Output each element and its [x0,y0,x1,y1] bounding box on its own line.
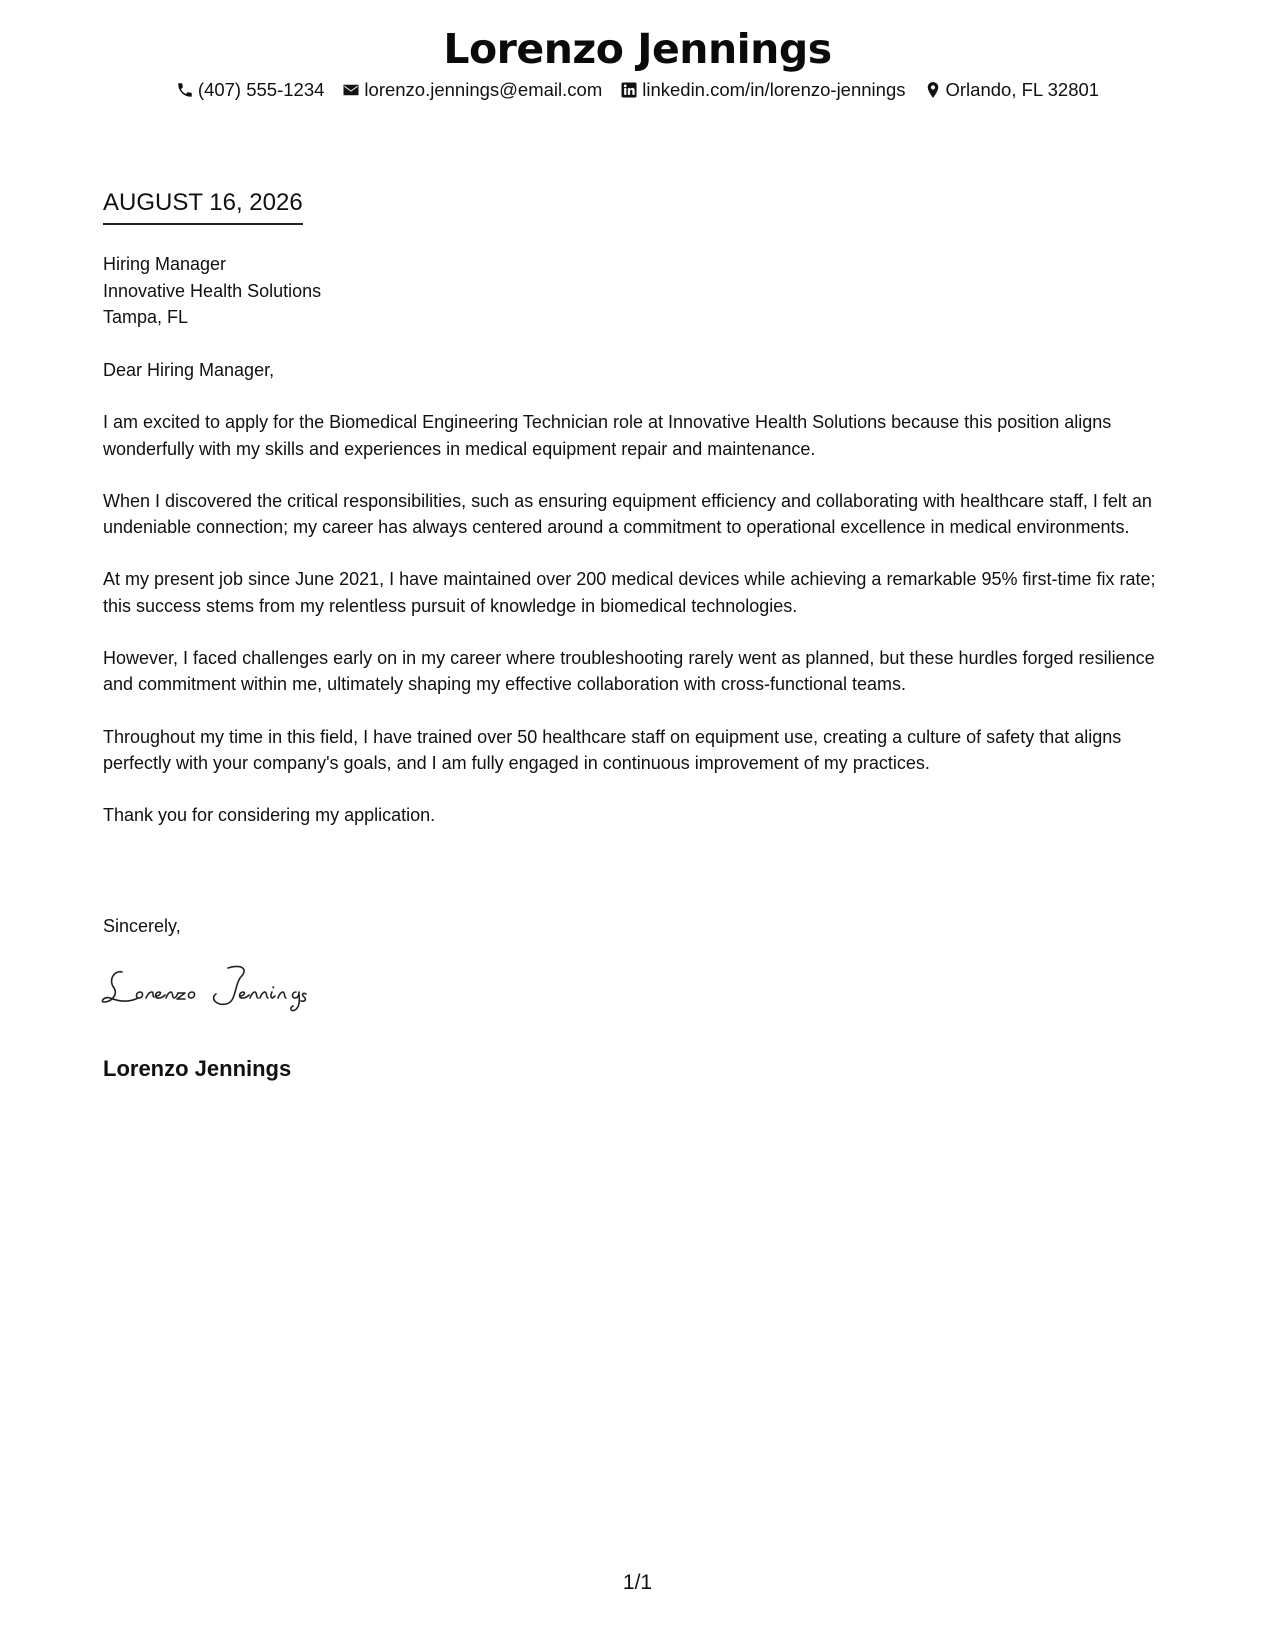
letter-body [103,357,1183,855]
contact-location [924,78,1100,102]
phone-text: (407) 555-1234 [197,79,325,100]
recipient-block [103,251,321,331]
body-paragraph: Throughout my time in this field, I have trained over 50 healthcare staff on equipment use, creating a culture of safety that aligns perfectly with your company's goals, and I am fully engaged in continuous improvement of my practices. [103,726,1122,773]
applicant-name: Lorenzo Jennings [443,25,832,73]
linkedin-text: linkedin.com/in/lorenzo-jennings [642,79,906,100]
body-paragraph: When I discovered the critical responsibilities, such as ensuring equipment efficiency and collaborating with healthcare staff, I felt an undeniable connection; my career has always centered around a commitment to operational excellence in medical environments. [103,490,1152,538]
contact-bar [0,78,1275,102]
page-number: 1/1 [622,1571,653,1594]
linkedin-icon [620,81,638,99]
contact-phone [176,78,325,102]
closing: Sincerely, [103,916,181,936]
salutation: Dear Hiring Manager, [103,360,275,380]
envelope-icon [342,81,360,99]
recipient-company: Innovative Health Solutions [103,280,322,301]
signer-name: Lorenzo Jennings [103,1056,292,1081]
recipient-city: Tampa, FL [103,307,189,327]
body-paragraph: However, I faced challenges early on in my career where troubleshooting rarely went as planned, but these hurdles forged resilience and commitment within me, ultimately shaping my effective collaboration with cross-functional teams. [103,648,1155,695]
letter-date: AUGUST 16, 2026 [103,189,303,225]
contact-linkedin [620,78,905,102]
email-text: lorenzo.jennings@email.com [364,79,603,100]
contact-email [342,78,602,102]
location-text: Orlando, FL 32801 [945,79,1100,100]
map-pin-icon [924,81,942,99]
body-paragraph: At my present job since June 2021, I have maintained over 200 medical devices while achieving a remarkable 95% first-time fix rate; this success stems from my relentless pursuit of knowledge in biomedical technologies. [103,569,1156,616]
recipient-title: Hiring Manager [103,254,227,274]
body-paragraph: Thank you for considering my application. [103,805,436,826]
handwritten-signature [100,958,370,1018]
body-paragraph: I am excited to apply for the Biomedical Engineering Technician role at Innovative Health Solutions because this position aligns wonderfully with my skills and experiences in medical equipment repair and maintenance. [103,412,1112,459]
phone-icon [176,81,194,99]
